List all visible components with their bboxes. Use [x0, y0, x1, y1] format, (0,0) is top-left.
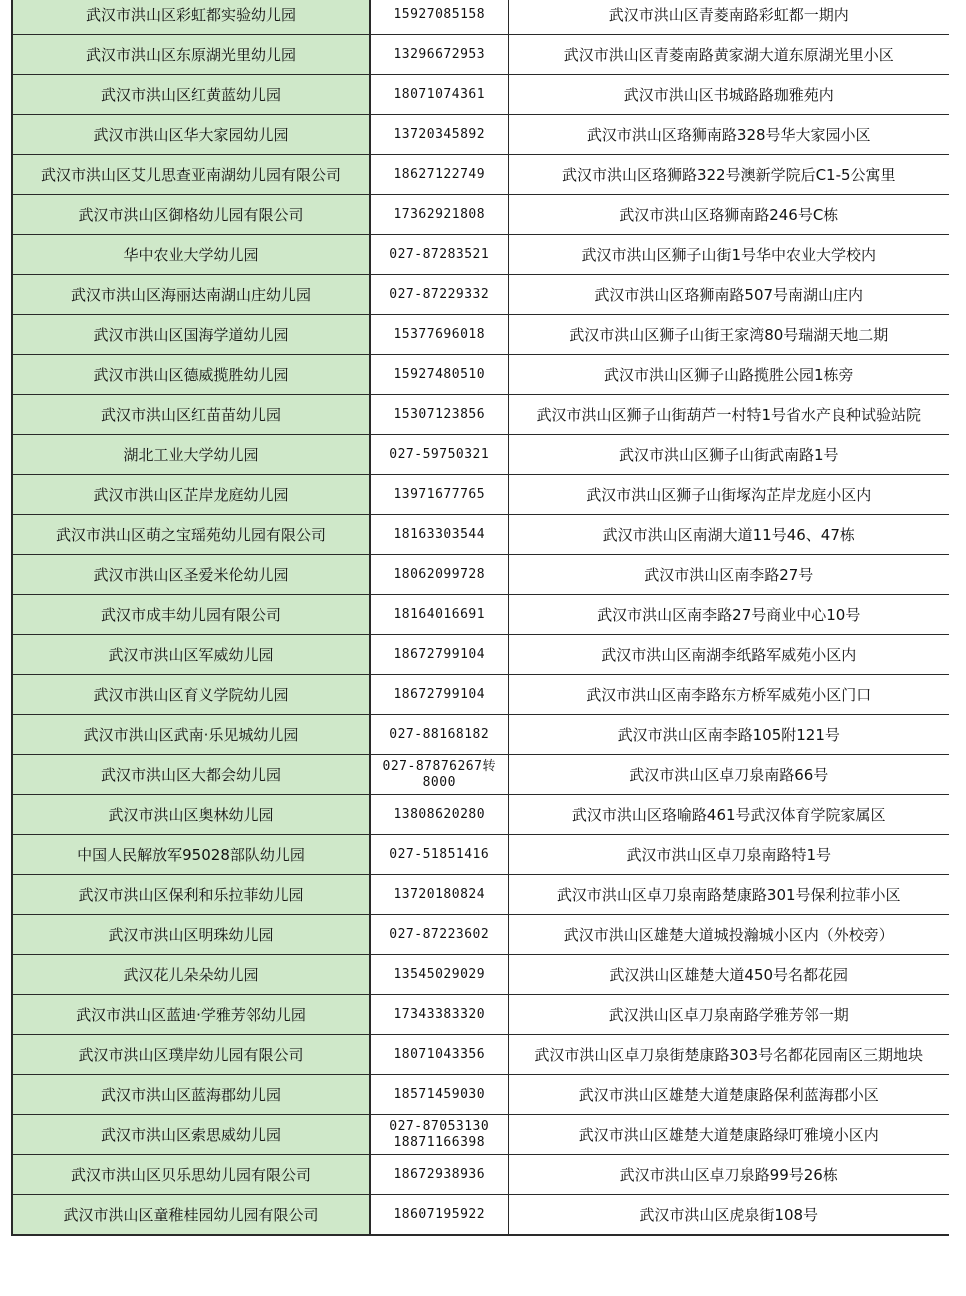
table-row: [12, 0, 949, 35]
table-row: [12, 1195, 949, 1236]
kindergarten-name: 武汉市洪山区童稚桂园幼儿园有限公司: [12, 1195, 370, 1236]
table-row: [12, 955, 949, 995]
phone-number: 18627122749: [370, 155, 508, 195]
address: 武汉市洪山区珞喻路461号武汉体育学院家属区: [508, 795, 949, 835]
address: 武汉市洪山区青菱南路彩虹都一期内: [508, 0, 949, 35]
phone-number: 18672799104: [370, 675, 508, 715]
address: 武汉市洪山区卓刀泉南路特1号: [508, 835, 949, 875]
phone-number: 027-87229332: [370, 275, 508, 315]
kindergarten-name: 武汉市洪山区明珠幼儿园: [12, 915, 370, 955]
address: 武汉市洪山区卓刀泉南路66号: [508, 755, 949, 795]
address: 武汉市洪山区南李路27号商业中心10号: [508, 595, 949, 635]
address: 武汉市洪山区南李路105附121号: [508, 715, 949, 755]
phone-number: 13971677765: [370, 475, 508, 515]
address: 武汉市洪山区南李路27号: [508, 555, 949, 595]
table-body: [12, 0, 949, 1235]
address: 武汉市洪山区珞狮南路328号华大家园小区: [508, 115, 949, 155]
phone-number: 027-87283521: [370, 235, 508, 275]
table-row: [12, 675, 949, 715]
kindergarten-name: 武汉花儿朵朵幼儿园: [12, 955, 370, 995]
address: 武汉市洪山区珞狮南路507号南湖山庄内: [508, 275, 949, 315]
table-row: [12, 1155, 949, 1195]
phone-number: 17343383320: [370, 995, 508, 1035]
phone-number: 18164016691: [370, 595, 508, 635]
address: 武汉市洪山区狮子山街葫芦一村特1号省水产良种试验站院: [508, 395, 949, 435]
phone-number: 15927085158: [370, 0, 508, 35]
kindergarten-name: 武汉市洪山区芷岸龙庭幼儿园: [12, 475, 370, 515]
kindergarten-table-sheet: [11, 0, 949, 1290]
address: 武汉市洪山区卓刀泉南路楚康路301号保利拉菲小区: [508, 875, 949, 915]
table-row: [12, 435, 949, 475]
table-row: [12, 315, 949, 355]
address: 武汉市洪山区南湖李纸路军威苑小区内: [508, 635, 949, 675]
table-row: [12, 635, 949, 675]
table-row: [12, 395, 949, 435]
table-row: [12, 195, 949, 235]
address: 武汉市洪山区珞狮路322号澳新学院后C1-5公寓里: [508, 155, 949, 195]
table-row: [12, 355, 949, 395]
phone-number: 13720345892: [370, 115, 508, 155]
phone-number: 15927480510: [370, 355, 508, 395]
table-row: [12, 1075, 949, 1115]
table-row: [12, 115, 949, 155]
table-row: [12, 595, 949, 635]
kindergarten-name: 湖北工业大学幼儿园: [12, 435, 370, 475]
address: 武汉市洪山区虎泉街108号: [508, 1195, 949, 1236]
table-row: [12, 915, 949, 955]
kindergarten-name: 武汉市洪山区大都会幼儿园: [12, 755, 370, 795]
kindergarten-name: 武汉市洪山区军威幼儿园: [12, 635, 370, 675]
table-row: [12, 1035, 949, 1075]
phone-number: 027-51851416: [370, 835, 508, 875]
kindergarten-name: 武汉市洪山区璞岸幼儿园有限公司: [12, 1035, 370, 1075]
address: 武汉市洪山区书城路路珈雅苑内: [508, 75, 949, 115]
kindergarten-name: 武汉市洪山区贝乐思幼儿园有限公司: [12, 1155, 370, 1195]
phone-number: 13720180824: [370, 875, 508, 915]
table-row: [12, 1115, 949, 1155]
kindergarten-name: 武汉市洪山区蓝迪·学雅芳邻幼儿园: [12, 995, 370, 1035]
kindergarten-name: 武汉市洪山区艾儿思查亚南湖幼儿园有限公司: [12, 155, 370, 195]
table-row: [12, 155, 949, 195]
table-row: [12, 835, 949, 875]
table-row: [12, 275, 949, 315]
address: 武汉市洪山区狮子山路揽胜公园1栋旁: [508, 355, 949, 395]
kindergarten-name: 武汉市洪山区海丽达南湖山庄幼儿园: [12, 275, 370, 315]
address: 武汉市洪山区雄楚大道楚康路保利蓝海郡小区: [508, 1075, 949, 1115]
kindergarten-name: 武汉市洪山区红黄蓝幼儿园: [12, 75, 370, 115]
address: 武汉市洪山区珞狮南路246号C栋: [508, 195, 949, 235]
table-row: [12, 995, 949, 1035]
kindergarten-name: 武汉市洪山区育义学院幼儿园: [12, 675, 370, 715]
phone-number: 18071074361: [370, 75, 508, 115]
table-row: [12, 795, 949, 835]
phone-number: 18607195922: [370, 1195, 508, 1236]
kindergarten-name: 武汉市洪山区武南·乐见城幼儿园: [12, 715, 370, 755]
table-row: [12, 755, 949, 795]
table-row: [12, 515, 949, 555]
table-row: [12, 875, 949, 915]
kindergarten-name: 武汉市洪山区华大家园幼儿园: [12, 115, 370, 155]
phone-number: 17362921808: [370, 195, 508, 235]
phone-number: 18163303544: [370, 515, 508, 555]
kindergarten-name: 武汉市洪山区御格幼儿园有限公司: [12, 195, 370, 235]
table-row: [12, 235, 949, 275]
phone-number: 13808620280: [370, 795, 508, 835]
phone-number: 15377696018: [370, 315, 508, 355]
phone-number: 18062099728: [370, 555, 508, 595]
address: 武汉市洪山区南李路东方桥军威苑小区门口: [508, 675, 949, 715]
phone-number: 18071043356: [370, 1035, 508, 1075]
table-row: [12, 715, 949, 755]
phone-number: 027-87223602: [370, 915, 508, 955]
address: 武汉市洪山区雄楚大道城投瀚城小区内（外校旁）: [508, 915, 949, 955]
table-row: [12, 475, 949, 515]
address: 武汉市洪山区狮子山街王家湾80号瑞湖天地二期: [508, 315, 949, 355]
table-row: [12, 35, 949, 75]
kindergarten-name: 武汉市洪山区蓝海郡幼儿园: [12, 1075, 370, 1115]
address: 武汉市洪山区雄楚大道楚康路绿叮雅境小区内: [508, 1115, 949, 1155]
address: 武汉市洪山区卓刀泉路99号26栋: [508, 1155, 949, 1195]
kindergarten-name: 武汉市洪山区彩虹都实验幼儿园: [12, 0, 370, 35]
address: 武汉洪山区雄楚大道450号名都花园: [508, 955, 949, 995]
address: 武汉市洪山区青菱南路黄家湖大道东原湖光里小区: [508, 35, 949, 75]
address: 武汉市洪山区卓刀泉街楚康路303号名都花园南区三期地块: [508, 1035, 949, 1075]
kindergarten-name: 武汉市洪山区圣爱米伦幼儿园: [12, 555, 370, 595]
phone-number: 18672799104: [370, 635, 508, 675]
address: 武汉洪山区卓刀泉南路学雅芳邻一期: [508, 995, 949, 1035]
kindergarten-name: 中国人民解放军95028部队幼儿园: [12, 835, 370, 875]
phone-number: 027-87053130 18871166398: [370, 1115, 508, 1155]
phone-number: 027-88168182: [370, 715, 508, 755]
phone-number: 027-59750321: [370, 435, 508, 475]
kindergarten-name: 武汉市洪山区红苗苗幼儿园: [12, 395, 370, 435]
phone-number: 18672938936: [370, 1155, 508, 1195]
phone-number: 13296672953: [370, 35, 508, 75]
phone-number: 13545029029: [370, 955, 508, 995]
address: 武汉市洪山区狮子山街1号华中农业大学校内: [508, 235, 949, 275]
kindergarten-name: 武汉市洪山区萌之宝瑶苑幼儿园有限公司: [12, 515, 370, 555]
phone-number: 18571459030: [370, 1075, 508, 1115]
address: 武汉市洪山区狮子山街武南路1号: [508, 435, 949, 475]
phone-number: 15307123856: [370, 395, 508, 435]
address: 武汉市洪山区南湖大道11号46、47栋: [508, 515, 949, 555]
kindergarten-name: 武汉市洪山区德威揽胜幼儿园: [12, 355, 370, 395]
kindergarten-name: 武汉市洪山区奥林幼儿园: [12, 795, 370, 835]
kindergarten-name: 武汉市洪山区索思威幼儿园: [12, 1115, 370, 1155]
kindergarten-name: 武汉市洪山区国海学道幼儿园: [12, 315, 370, 355]
kindergarten-name: 华中农业大学幼儿园: [12, 235, 370, 275]
kindergarten-name: 武汉市洪山区东原湖光里幼儿园: [12, 35, 370, 75]
address: 武汉市洪山区狮子山街塚沟芷岸龙庭小区内: [508, 475, 949, 515]
kindergarten-name: 武汉市成丰幼儿园有限公司: [12, 595, 370, 635]
table-row: [12, 75, 949, 115]
kindergarten-name: 武汉市洪山区保利和乐拉菲幼儿园: [12, 875, 370, 915]
phone-number: 027-87876267转8000: [370, 755, 508, 795]
kindergarten-table: [11, 0, 949, 1236]
table-row: [12, 555, 949, 595]
